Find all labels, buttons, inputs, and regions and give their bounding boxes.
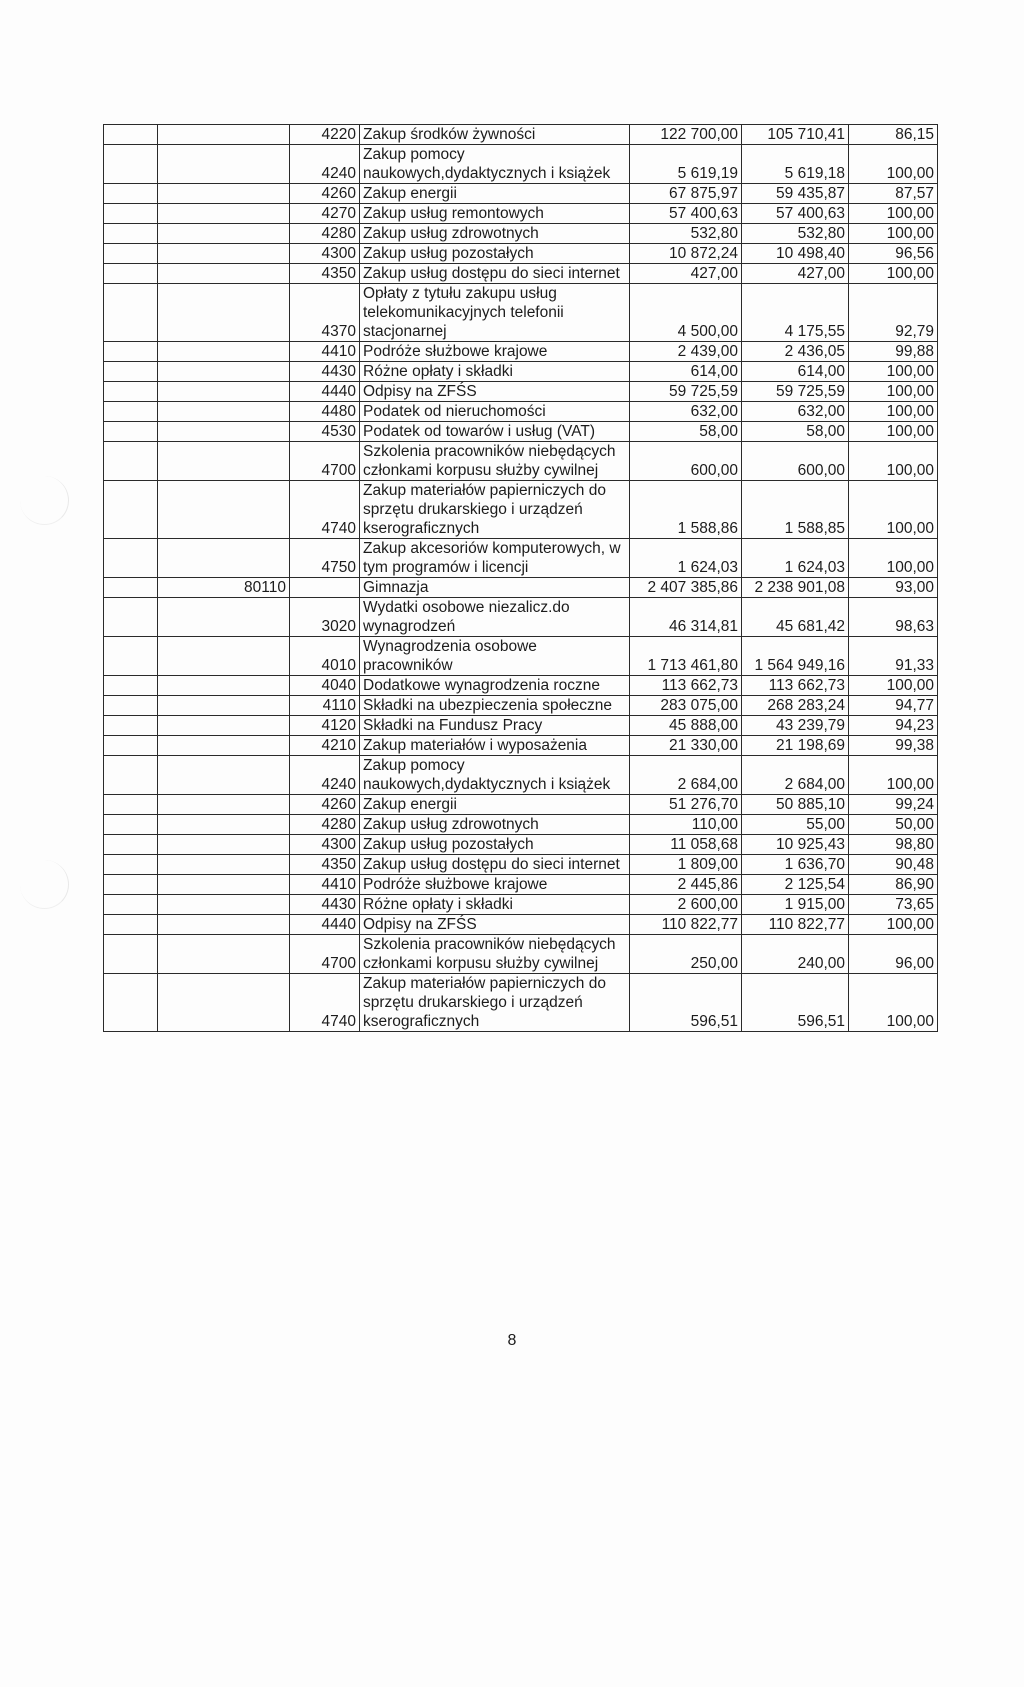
percent-cell: 100,00	[849, 224, 938, 244]
name-cell: Podatek od nieruchomości	[360, 402, 630, 422]
paragraph-cell: 4110	[290, 696, 360, 716]
paragraph-cell: 4280	[290, 815, 360, 835]
executed-amount-cell: 59 435,87	[742, 184, 849, 204]
paragraph-cell: 4370	[290, 284, 360, 342]
paragraph-cell: 4260	[290, 795, 360, 815]
name-cell: Zakup środków żywności	[360, 125, 630, 145]
plan-amount-cell: 59 725,59	[630, 382, 742, 402]
percent-cell: 91,33	[849, 637, 938, 676]
percent-cell: 86,15	[849, 125, 938, 145]
executed-amount-cell: 45 681,42	[742, 598, 849, 637]
plan-amount-cell: 10 872,24	[630, 244, 742, 264]
paragraph-cell: 4700	[290, 935, 360, 974]
plan-amount-cell: 51 276,70	[630, 795, 742, 815]
plan-amount-cell: 2 684,00	[630, 756, 742, 795]
section-cell	[104, 264, 158, 284]
percent-cell: 100,00	[849, 382, 938, 402]
executed-amount-cell: 1 636,70	[742, 855, 849, 875]
executed-amount-cell: 532,80	[742, 224, 849, 244]
percent-cell: 100,00	[849, 422, 938, 442]
chapter-cell	[158, 875, 290, 895]
plan-amount-cell: 614,00	[630, 362, 742, 382]
paragraph-cell: 4040	[290, 676, 360, 696]
table-row	[104, 578, 938, 598]
executed-amount-cell: 10 498,40	[742, 244, 849, 264]
paragraph-cell: 4240	[290, 756, 360, 795]
executed-amount-cell: 600,00	[742, 442, 849, 481]
percent-cell: 100,00	[849, 974, 938, 1032]
executed-amount-cell: 50 885,10	[742, 795, 849, 815]
plan-amount-cell: 45 888,00	[630, 716, 742, 736]
section-cell	[104, 974, 158, 1032]
paragraph-cell: 4440	[290, 915, 360, 935]
chapter-cell	[158, 284, 290, 342]
chapter-cell: 80110	[158, 578, 290, 598]
percent-cell: 73,65	[849, 895, 938, 915]
chapter-cell	[158, 855, 290, 875]
table-row	[104, 875, 938, 895]
section-cell	[104, 915, 158, 935]
paragraph-cell: 4010	[290, 637, 360, 676]
chapter-cell	[158, 756, 290, 795]
percent-cell: 100,00	[849, 362, 938, 382]
chapter-cell	[158, 402, 290, 422]
name-cell: Odpisy na ZFŚS	[360, 915, 630, 935]
percent-cell: 99,88	[849, 342, 938, 362]
paragraph-cell: 4350	[290, 855, 360, 875]
plan-amount-cell: 21 330,00	[630, 736, 742, 756]
table-row	[104, 342, 938, 362]
paragraph-cell: 4350	[290, 264, 360, 284]
name-cell: Zakup usług dostępu do sieci internet	[360, 264, 630, 284]
plan-amount-cell: 4 500,00	[630, 284, 742, 342]
name-cell: Zakup akcesoriów komputerowych, w tym programów i licencji	[360, 539, 630, 578]
chapter-cell	[158, 244, 290, 264]
chapter-cell	[158, 125, 290, 145]
section-cell	[104, 736, 158, 756]
name-cell: Różne opłaty i składki	[360, 362, 630, 382]
paragraph-cell: 4430	[290, 895, 360, 915]
page-number: 8	[507, 1332, 517, 1349]
table-row	[104, 716, 938, 736]
table-row	[104, 402, 938, 422]
chapter-cell	[158, 145, 290, 184]
table-row	[104, 935, 938, 974]
section-cell	[104, 598, 158, 637]
section-cell	[104, 875, 158, 895]
name-cell: Zakup usług pozostałych	[360, 835, 630, 855]
executed-amount-cell: 632,00	[742, 402, 849, 422]
executed-amount-cell: 2 238 901,08	[742, 578, 849, 598]
name-cell: Szkolenia pracowników niebędących członkami korpusu służby cywilnej	[360, 442, 630, 481]
section-cell	[104, 342, 158, 362]
punch-hole-mark	[20, 860, 69, 909]
percent-cell: 86,90	[849, 875, 938, 895]
section-cell	[104, 895, 158, 915]
chapter-cell	[158, 204, 290, 224]
section-cell	[104, 481, 158, 539]
plan-amount-cell: 532,80	[630, 224, 742, 244]
percent-cell: 99,24	[849, 795, 938, 815]
executed-amount-cell: 58,00	[742, 422, 849, 442]
table-row	[104, 736, 938, 756]
paragraph-cell: 4430	[290, 362, 360, 382]
executed-amount-cell: 1 588,85	[742, 481, 849, 539]
percent-cell: 100,00	[849, 915, 938, 935]
table-row	[104, 795, 938, 815]
plan-amount-cell: 1 713 461,80	[630, 637, 742, 676]
percent-cell: 99,38	[849, 736, 938, 756]
section-cell	[104, 676, 158, 696]
section-cell	[104, 125, 158, 145]
table-row	[104, 284, 938, 342]
name-cell: Dodatkowe wynagrodzenia roczne	[360, 676, 630, 696]
chapter-cell	[158, 815, 290, 835]
name-cell: Szkolenia pracowników niebędących członkami korpusu służby cywilnej	[360, 935, 630, 974]
paragraph-cell: 4700	[290, 442, 360, 481]
paragraph-cell: 4210	[290, 736, 360, 756]
plan-amount-cell: 122 700,00	[630, 125, 742, 145]
chapter-cell	[158, 696, 290, 716]
paragraph-cell: 4530	[290, 422, 360, 442]
paragraph-cell: 3020	[290, 598, 360, 637]
executed-amount-cell: 240,00	[742, 935, 849, 974]
chapter-cell	[158, 422, 290, 442]
paragraph-cell: 4440	[290, 382, 360, 402]
table-row	[104, 815, 938, 835]
table-row	[104, 145, 938, 184]
paragraph-cell: 4120	[290, 716, 360, 736]
name-cell: Zakup materiałów i wyposażenia	[360, 736, 630, 756]
percent-cell: 87,57	[849, 184, 938, 204]
section-cell	[104, 184, 158, 204]
chapter-cell	[158, 598, 290, 637]
percent-cell: 100,00	[849, 539, 938, 578]
chapter-cell	[158, 382, 290, 402]
name-cell: Zakup usług pozostałych	[360, 244, 630, 264]
paragraph-cell: 4270	[290, 204, 360, 224]
percent-cell: 94,23	[849, 716, 938, 736]
table-row	[104, 422, 938, 442]
chapter-cell	[158, 895, 290, 915]
executed-amount-cell: 10 925,43	[742, 835, 849, 855]
section-cell	[104, 696, 158, 716]
executed-amount-cell: 113 662,73	[742, 676, 849, 696]
name-cell: Wynagrodzenia osobowe pracowników	[360, 637, 630, 676]
percent-cell: 96,56	[849, 244, 938, 264]
executed-amount-cell: 21 198,69	[742, 736, 849, 756]
section-cell	[104, 362, 158, 382]
executed-amount-cell: 43 239,79	[742, 716, 849, 736]
plan-amount-cell: 250,00	[630, 935, 742, 974]
chapter-cell	[158, 442, 290, 481]
percent-cell: 93,00	[849, 578, 938, 598]
percent-cell: 98,80	[849, 835, 938, 855]
table-body	[104, 125, 938, 1032]
plan-amount-cell: 427,00	[630, 264, 742, 284]
plan-amount-cell: 57 400,63	[630, 204, 742, 224]
plan-amount-cell: 67 875,97	[630, 184, 742, 204]
chapter-cell	[158, 716, 290, 736]
executed-amount-cell: 2 436,05	[742, 342, 849, 362]
paragraph-cell: 4240	[290, 145, 360, 184]
paragraph-cell: 4740	[290, 481, 360, 539]
name-cell: Zakup usług zdrowotnych	[360, 815, 630, 835]
paragraph-cell: 4220	[290, 125, 360, 145]
chapter-cell	[158, 915, 290, 935]
section-cell	[104, 835, 158, 855]
percent-cell: 92,79	[849, 284, 938, 342]
chapter-cell	[158, 342, 290, 362]
chapter-cell	[158, 481, 290, 539]
percent-cell: 50,00	[849, 815, 938, 835]
name-cell: Wydatki osobowe niezalicz.do wynagrodzeń	[360, 598, 630, 637]
percent-cell: 100,00	[849, 481, 938, 539]
table-row	[104, 598, 938, 637]
executed-amount-cell: 596,51	[742, 974, 849, 1032]
name-cell: Zakup pomocy naukowych,dydaktycznych i książek	[360, 145, 630, 184]
name-cell: Zakup materiałów papierniczych do sprzętu drukarskiego i urządzeń kserograficznych	[360, 974, 630, 1032]
table-row	[104, 204, 938, 224]
executed-amount-cell: 614,00	[742, 362, 849, 382]
name-cell: Składki na Fundusz Pracy	[360, 716, 630, 736]
chapter-cell	[158, 974, 290, 1032]
chapter-cell	[158, 184, 290, 204]
executed-amount-cell: 1 564 949,16	[742, 637, 849, 676]
percent-cell: 100,00	[849, 402, 938, 422]
plan-amount-cell: 113 662,73	[630, 676, 742, 696]
executed-amount-cell: 57 400,63	[742, 204, 849, 224]
name-cell: Podatek od towarów i usług (VAT)	[360, 422, 630, 442]
plan-amount-cell: 5 619,19	[630, 145, 742, 184]
paragraph-cell: 4740	[290, 974, 360, 1032]
percent-cell: 100,00	[849, 264, 938, 284]
section-cell	[104, 855, 158, 875]
section-cell	[104, 539, 158, 578]
chapter-cell	[158, 264, 290, 284]
plan-amount-cell: 283 075,00	[630, 696, 742, 716]
paragraph-cell: 4300	[290, 835, 360, 855]
table-row	[104, 244, 938, 264]
percent-cell: 100,00	[849, 145, 938, 184]
section-cell	[104, 204, 158, 224]
section-cell	[104, 756, 158, 795]
name-cell: Zakup usług remontowych	[360, 204, 630, 224]
table-row	[104, 184, 938, 204]
section-cell	[104, 224, 158, 244]
percent-cell: 100,00	[849, 676, 938, 696]
table-row	[104, 676, 938, 696]
executed-amount-cell: 427,00	[742, 264, 849, 284]
percent-cell: 100,00	[849, 756, 938, 795]
paragraph-cell: 4480	[290, 402, 360, 422]
name-cell: Różne opłaty i składki	[360, 895, 630, 915]
section-cell	[104, 578, 158, 598]
section-cell	[104, 145, 158, 184]
paragraph-cell: 4300	[290, 244, 360, 264]
plan-amount-cell: 1 588,86	[630, 481, 742, 539]
executed-amount-cell: 2 684,00	[742, 756, 849, 795]
executed-amount-cell: 110 822,77	[742, 915, 849, 935]
percent-cell: 90,48	[849, 855, 938, 875]
plan-amount-cell: 58,00	[630, 422, 742, 442]
section-cell	[104, 716, 158, 736]
chapter-cell	[158, 835, 290, 855]
chapter-cell	[158, 637, 290, 676]
chapter-cell	[158, 224, 290, 244]
executed-amount-cell: 1 624,03	[742, 539, 849, 578]
name-cell: Gimnazja	[360, 578, 630, 598]
chapter-cell	[158, 539, 290, 578]
name-cell: Podróże służbowe krajowe	[360, 875, 630, 895]
table-row	[104, 382, 938, 402]
name-cell: Zakup energii	[360, 184, 630, 204]
paragraph-cell: 4750	[290, 539, 360, 578]
table-row	[104, 264, 938, 284]
percent-cell: 94,77	[849, 696, 938, 716]
expenditure-table	[103, 124, 938, 1032]
table-row	[104, 756, 938, 795]
name-cell: Odpisy na ZFŚS	[360, 382, 630, 402]
section-cell	[104, 637, 158, 676]
chapter-cell	[158, 362, 290, 382]
executed-amount-cell: 59 725,59	[742, 382, 849, 402]
plan-amount-cell: 110,00	[630, 815, 742, 835]
executed-amount-cell: 5 619,18	[742, 145, 849, 184]
section-cell	[104, 244, 158, 264]
paragraph-cell: 4260	[290, 184, 360, 204]
chapter-cell	[158, 935, 290, 974]
plan-amount-cell: 1 624,03	[630, 539, 742, 578]
section-cell	[104, 815, 158, 835]
executed-amount-cell: 268 283,24	[742, 696, 849, 716]
plan-amount-cell: 632,00	[630, 402, 742, 422]
table-row	[104, 362, 938, 382]
name-cell: Zakup energii	[360, 795, 630, 815]
paragraph-cell: 4410	[290, 342, 360, 362]
plan-amount-cell: 2 439,00	[630, 342, 742, 362]
executed-amount-cell: 105 710,41	[742, 125, 849, 145]
table-row	[104, 974, 938, 1032]
table-row	[104, 855, 938, 875]
table-row	[104, 895, 938, 915]
table-row	[104, 481, 938, 539]
percent-cell: 100,00	[849, 204, 938, 224]
chapter-cell	[158, 676, 290, 696]
name-cell: Zakup pomocy naukowych,dydaktycznych i książek	[360, 756, 630, 795]
name-cell: Zakup usług zdrowotnych	[360, 224, 630, 244]
table-row	[104, 539, 938, 578]
plan-amount-cell: 1 809,00	[630, 855, 742, 875]
section-cell	[104, 382, 158, 402]
name-cell: Zakup materiałów papierniczych do sprzętu drukarskiego i urządzeń kserograficznych	[360, 481, 630, 539]
table-row	[104, 224, 938, 244]
percent-cell: 100,00	[849, 442, 938, 481]
section-cell	[104, 402, 158, 422]
plan-amount-cell: 600,00	[630, 442, 742, 481]
table-row	[104, 696, 938, 716]
paragraph-cell	[290, 578, 360, 598]
paragraph-cell: 4410	[290, 875, 360, 895]
executed-amount-cell: 2 125,54	[742, 875, 849, 895]
plan-amount-cell: 596,51	[630, 974, 742, 1032]
table-row	[104, 442, 938, 481]
paragraph-cell: 4280	[290, 224, 360, 244]
chapter-cell	[158, 736, 290, 756]
executed-amount-cell: 1 915,00	[742, 895, 849, 915]
section-cell	[104, 935, 158, 974]
plan-amount-cell: 11 058,68	[630, 835, 742, 855]
table-row	[104, 835, 938, 855]
executed-amount-cell: 4 175,55	[742, 284, 849, 342]
plan-amount-cell: 46 314,81	[630, 598, 742, 637]
name-cell: Opłaty z tytułu zakupu usług telekomunikacyjnych telefonii stacjonarnej	[360, 284, 630, 342]
name-cell: Zakup usług dostępu do sieci internet	[360, 855, 630, 875]
punch-hole-mark	[20, 476, 69, 525]
section-cell	[104, 422, 158, 442]
section-cell	[104, 442, 158, 481]
name-cell: Składki na ubezpieczenia społeczne	[360, 696, 630, 716]
plan-amount-cell: 2 600,00	[630, 895, 742, 915]
section-cell	[104, 795, 158, 815]
table-row	[104, 915, 938, 935]
table-row	[104, 637, 938, 676]
chapter-cell	[158, 795, 290, 815]
executed-amount-cell: 55,00	[742, 815, 849, 835]
plan-amount-cell: 2 407 385,86	[630, 578, 742, 598]
plan-amount-cell: 110 822,77	[630, 915, 742, 935]
percent-cell: 98,63	[849, 598, 938, 637]
section-cell	[104, 284, 158, 342]
table-row	[104, 125, 938, 145]
name-cell: Podróże służbowe krajowe	[360, 342, 630, 362]
plan-amount-cell: 2 445,86	[630, 875, 742, 895]
percent-cell: 96,00	[849, 935, 938, 974]
